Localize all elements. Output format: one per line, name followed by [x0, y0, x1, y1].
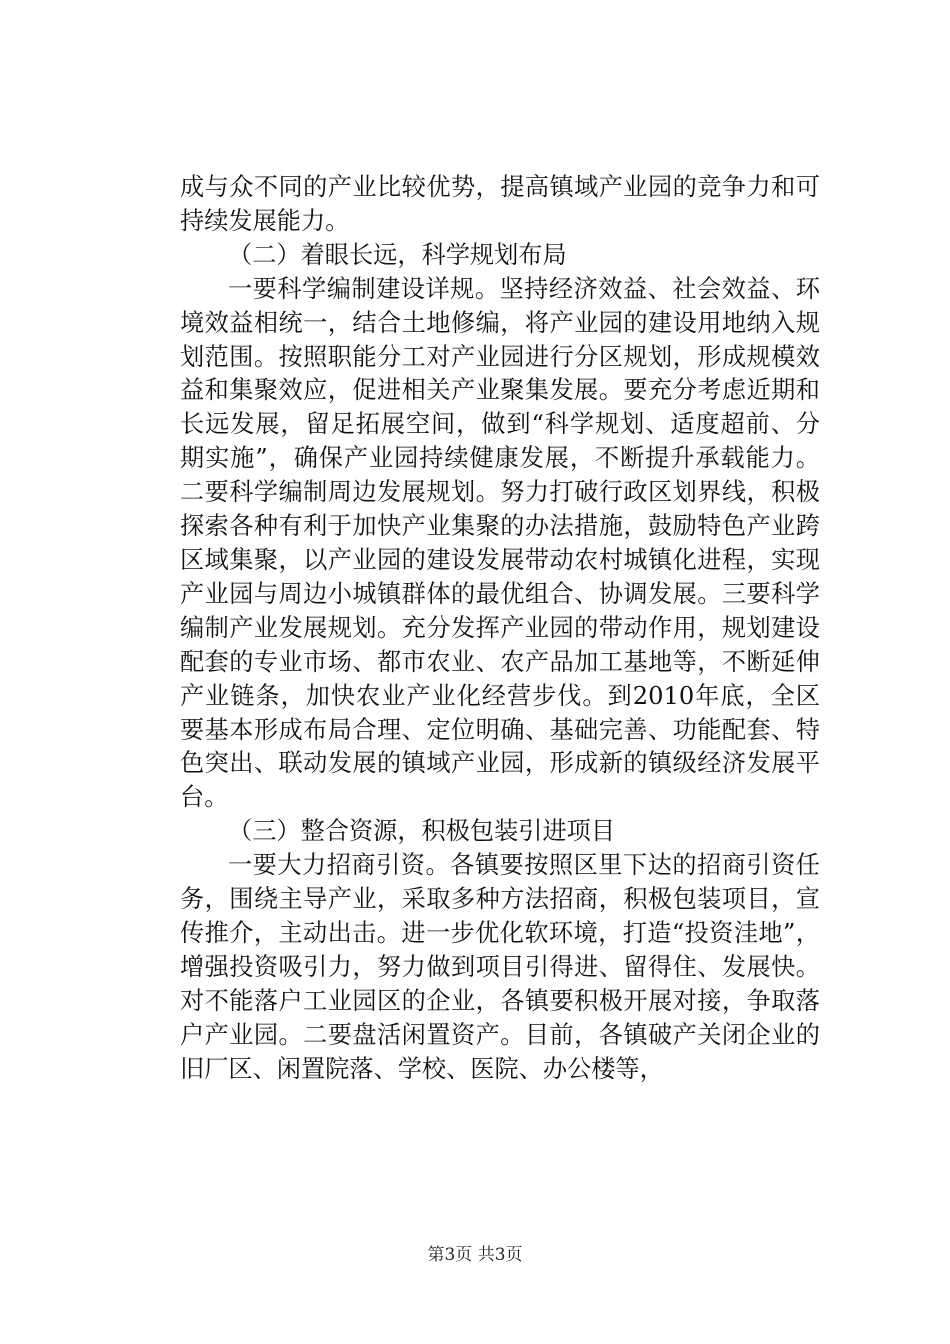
- section-heading-3: （三）整合资源，积极包装引进项目: [228, 817, 616, 846]
- paragraph-continuation: 成与众不同的产业比较优势，提高镇域产业园的竞争力和可持续发展能力。: [180, 173, 820, 235]
- document-body: [180, 171, 820, 1086]
- section-heading-2: （二）着眼长远，科学规划布局: [228, 240, 567, 269]
- page-footer: 第3页 共3页: [427, 1245, 523, 1265]
- paragraph-investment: 一要大力招商引资。各镇要按照区里下达的招商引资任务，围绕主导产业，采取多种方法招商，积极包装项目，宣传推介，主动出击。进一步优化软环境，打造“投资洼地”，增强投资吸引力，努力做到项目引得进、留得住、发展快。对不能落户工业园区的企业，各镇要积极开展对接，争取落户产业园。二要盘活闲置资产。目前，各镇破产关闭企业的旧厂区、闲置院落、学校、医院、办公楼等，: [180, 851, 820, 1083]
- paragraph-planning: 一要科学编制建设详规。坚持经济效益、社会效益、环境效益相统一，结合土地修编，将产业园的建设用地纳入规划范围。按照职能分工对产业园进行分区规划，形成规模效益和集聚效应，促进相关产业聚集发展。要充分考虑近期和长远发展，留足拓展空间，做到“科学规划、适度超前、分期实施”，确保产业园持续健康发展，不断提升承载能力。二要科学编制周边发展规划。努力打破行政区划界线，积极探索各种有利于加快产业集聚的办法措施，鼓励特色产业跨区域集聚，以产业园的建设发展带动农村城镇化进程，实现产业园与周边小城镇群体的最优组合、协调发展。三要科学编制产业发展规划。充分发挥产业园的带动作用，规划建设配套的专业市场、都市农业、农产品加工基地等，不断延伸产业链条，加快农业产业化经营步伐。到2010年底，全区要基本形成布局合理、定位明确、基础完善、功能配套、特色突出、联动发展的镇域产业园，形成新的镇级经济发展平台。: [180, 274, 820, 812]
